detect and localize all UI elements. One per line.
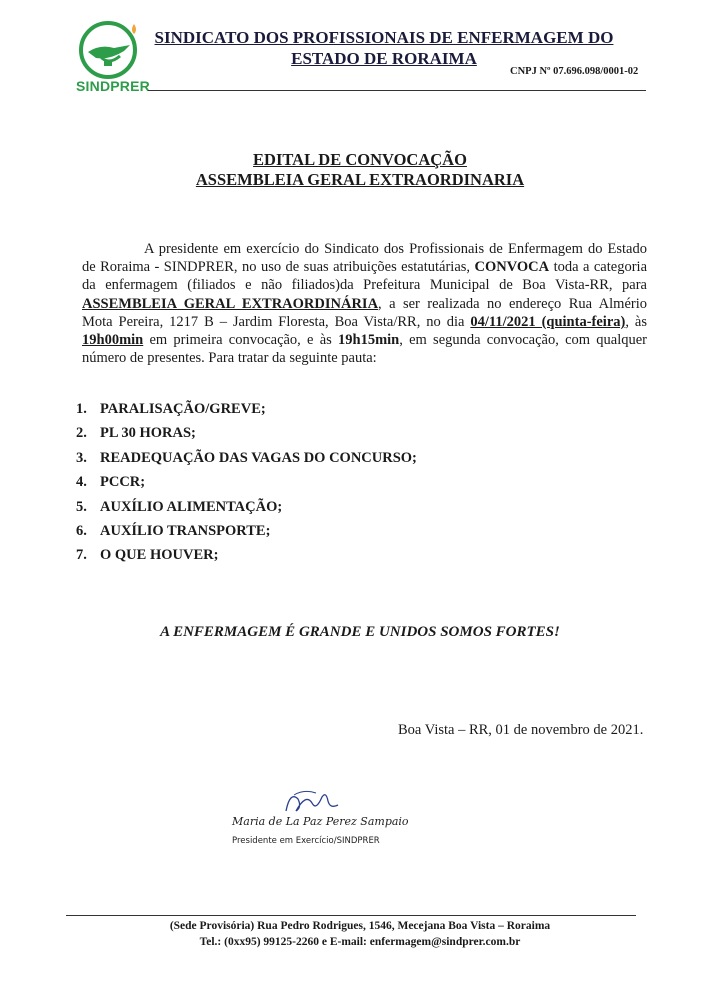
para-text-6: , em segunda convocação, com qualquer número de presentes. Para tratar da seguinte pauta: (82, 332, 647, 367)
agenda-text: AUXÍLIO ALIMENTAÇÃO; (100, 498, 283, 515)
agenda-number: 2. (76, 425, 87, 442)
footer-line1: (Sede Provisória) Rua Pedro Rodrigues, 1546, Mecejana Boa Vista – Roraima (169, 920, 551, 932)
list-item (76, 543, 417, 567)
para-text-3: , a ser realizada no endereço Rua Almério Mota Pereira, 1217 B – Jardim Floresta, Boa Vista/RR, no dia (82, 295, 647, 330)
agenda-number: 1. (76, 401, 87, 417)
agenda-number: 3. (76, 449, 87, 466)
para-convoca: CONVOCA (474, 259, 550, 276)
para-text-2: toda a categoria da enfermagem (filiados e não filiados)da Prefeitura Municipal de Boa Vista-RR, para (82, 259, 648, 294)
para-time-second: 19h15min (338, 332, 400, 349)
convocation-paragraph (82, 240, 647, 367)
list-item (76, 446, 417, 470)
signatory-name: Maria de La Paz Perez Sampaio (232, 815, 409, 828)
cnpj-number: CNPJ Nº 07.696.098/0001-02 (510, 66, 639, 77)
para-assembly-name: ASSEMBLEIA GERAL EXTRAORDINÁRIA (82, 295, 379, 312)
para-text-1: A presidente em exercício do Sindicato dos Profissionais de Enfermagem do Estado de Roraima - SINDPRER, no uso de suas atribuições estatutárias, (82, 241, 647, 276)
logo-text: SINDPRER (76, 78, 150, 94)
agenda-text: AUXÍLIO TRANSPORTE; (100, 522, 271, 539)
org-name-line1: SINDICATO DOS PROFISSIONAIS DE ENFERMAGEM DO (154, 28, 614, 47)
para-date: 04/11/2021 (quinta-feira) (470, 313, 626, 330)
list-item (76, 495, 417, 519)
document-title (0, 150, 720, 190)
list-item (76, 519, 417, 543)
organization-name (154, 27, 614, 69)
signatory-role: Presidente em Exercício/SINDPRER (232, 836, 380, 846)
agenda-text: PCCR; (100, 474, 146, 491)
para-text-4: , às (625, 313, 647, 330)
para-text-5: em primeira convocação, e às (143, 332, 339, 349)
agenda-number: 7. (76, 547, 87, 564)
agenda-text: O QUE HOUVER; (100, 547, 219, 564)
agenda-list (76, 397, 417, 568)
place-and-date: Boa Vista – RR, 01 de novembro de 2021. (398, 722, 644, 738)
agenda-text: PARALISAÇÃO/GREVE; (100, 401, 266, 417)
header-divider (148, 90, 646, 91)
footer-address (0, 918, 720, 950)
agenda-number: 6. (76, 522, 87, 539)
agenda-text: PL 30 HORAS; (100, 425, 196, 442)
nursing-lamp-icon (70, 18, 150, 80)
agenda-text: READEQUAÇÃO DAS VAGAS DO CONCURSO; (100, 449, 417, 466)
para-time-first: 19h00min (82, 332, 144, 349)
footer-line2: Tel.: (0xx95) 99125-2260 e E-mail: enfermagem@sindprer.com.br (199, 936, 521, 948)
sindprer-logo (70, 18, 150, 98)
list-item (76, 470, 417, 494)
agenda-number: 5. (76, 498, 87, 515)
title-line1: EDITAL DE CONVOCAÇÃO (253, 150, 467, 169)
org-name-line2: ESTADO DE RORAIMA (291, 49, 477, 68)
list-item (76, 397, 417, 421)
title-line2: ASSEMBLEIA GERAL EXTRAORDINARIA (195, 170, 525, 189)
footer-divider (66, 915, 636, 916)
agenda-number: 4. (76, 474, 87, 491)
list-item (76, 421, 417, 445)
union-motto: A ENFERMAGEM É GRANDE E UNIDOS SOMOS FORTES! (160, 624, 560, 640)
